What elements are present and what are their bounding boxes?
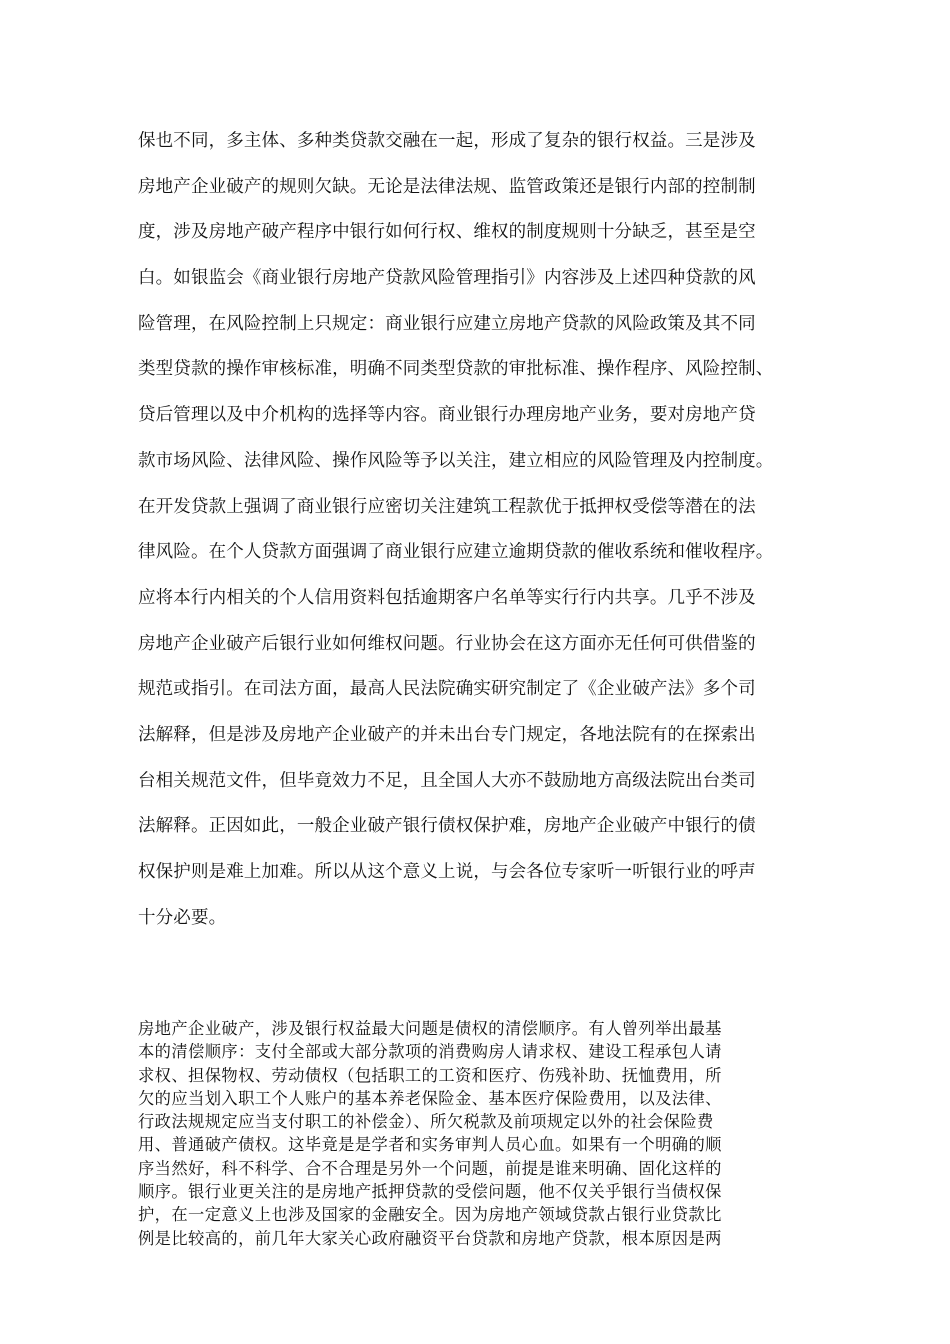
text-line: 贷后管理以及中介机构的选择等内容。商业银行办理房地产业务，要对房地产贷 bbox=[138, 405, 756, 426]
text-line: 险管理，在风险控制上只规定：商业银行应建立房地产贷款的风险政策及其不同 bbox=[138, 313, 756, 334]
text-line: 房地产企业破产，涉及银行权益最大问题是债权的清偿顺序。有人曾列举出最基 bbox=[138, 1019, 722, 1038]
text-line: 保也不同，多主体、多种类贷款交融在一起，形成了复杂的银行权益。三是涉及 bbox=[138, 131, 756, 151]
text-line: 序当然好，科不科学、合不合理是另外一个问题，前提是谁来明确、固化这样的 bbox=[138, 1158, 722, 1178]
text-line: 行政法规规定应当支付职工的补偿金）、所欠税款及前项规定以外的社会保险费 bbox=[138, 1112, 714, 1132]
text-line: 十分必要。 bbox=[138, 907, 227, 928]
paragraph-1 bbox=[138, 128, 828, 950]
text-line: 欠的应当划入职工个人账户的基本养老保险金、基本医疗保险费用，以及法律、 bbox=[138, 1088, 722, 1108]
text-line: 房地产企业破产后银行业如何维权问题。行业协会在这方面亦无任何可供借鉴的 bbox=[138, 633, 756, 654]
paragraph-2 bbox=[138, 1017, 828, 1250]
text-line: 律风险。在个人贷款方面强调了商业银行应建立逾期贷款的催收系统和催收程序。 bbox=[138, 542, 774, 563]
text-line: 例是比较高的，前几年大家关心政府融资平台贷款和房地产贷款，根本原因是两 bbox=[138, 1228, 722, 1248]
text-line: 权保护则是难上加难。所以从这个意义上说，与会各位专家听一听银行业的呼声 bbox=[138, 862, 756, 882]
text-line: 求权、担保物权、劳动债权（包括职工的工资和医疗、伤残补助、抚恤费用，所 bbox=[138, 1065, 722, 1085]
text-line: 规范或指引。在司法方面，最高人民法院确实研究制定了《企业破产法》多个司 bbox=[138, 679, 756, 700]
text-line: 款市场风险、法律风险、操作风险等予以关注，建立相应的风险管理及内控制度。 bbox=[138, 450, 774, 471]
text-line: 度，涉及房地产破产程序中银行如何行权、维权的制度规则十分缺乏，甚至是空 bbox=[138, 222, 756, 243]
text-line: 顺序。银行业更关注的是房地产抵押贷款的受偿问题，他不仅关乎银行当债权保 bbox=[138, 1182, 722, 1202]
text-line: 白。如银监会《商业银行房地产贷款风险管理指引》内容涉及上述四种贷款的风 bbox=[138, 268, 756, 289]
text-line: 护，在一定意义上也涉及国家的金融安全。因为房地产领域贷款占银行业贷款比 bbox=[138, 1205, 722, 1225]
text-line: 法解释。正因如此，一般企业破产银行债权保护难，房地产企业破产中银行的债 bbox=[138, 816, 756, 837]
text-line: 台相关规范文件，但毕竟效力不足，且全国人大亦不鼓励地方高级法院出台类司 bbox=[138, 770, 756, 791]
text-line: 本的清偿顺序：支付全部或大部分款项的消费购房人请求权、建设工程承包人请 bbox=[138, 1042, 722, 1062]
text-line: 类型贷款的操作审核标准，明确不同类型贷款的审批标准、操作程序、风险控制、 bbox=[138, 359, 774, 380]
text-line: 在开发贷款上强调了商业银行应密切关注建筑工程款优于抵押权受偿等潜在的法 bbox=[138, 496, 756, 517]
text-line: 房地产企业破产的规则欠缺。无论是法律法规、监管政策还是银行内部的控制制 bbox=[138, 176, 756, 197]
text-line: 应将本行内相关的个人信用资料包括逾期客户名单等实行行内共享。几乎不涉及 bbox=[138, 587, 756, 608]
text-line: 用、普通破产债权。这毕竟是是学者和实务审判人员心血。如果有一个明确的顺 bbox=[138, 1135, 722, 1155]
text-line: 法解释，但是涉及房地产企业破产的并未出台专门规定，各地法院有的在探索出 bbox=[138, 724, 756, 745]
